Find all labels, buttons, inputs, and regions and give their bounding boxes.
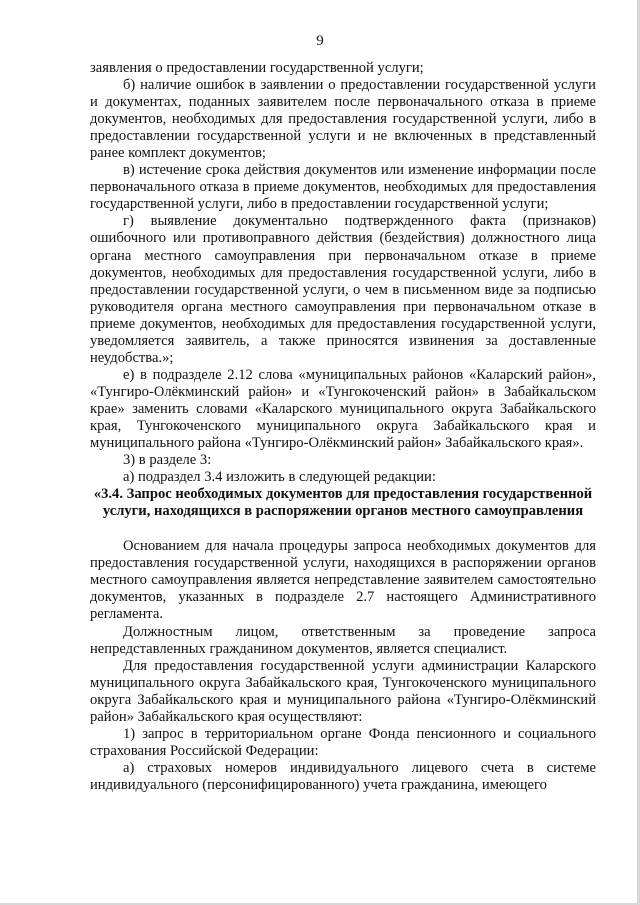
- paragraph-continuation: заявления о предоставлении государственной услуги;: [90, 60, 424, 76]
- paragraph-item-v: в) истечение срока действия документов или изменение информации после первоначального отказа в приеме документов, необходимых для предоставления государственной услуги, либо в предоставлении государственной услуги;: [90, 162, 596, 213]
- heading-spacer: [90, 520, 596, 538]
- paragraph-item-g: г) выявление документально подтвержденного факта (признаков) ошибочного или противоправного действия (бездействия) должностного лица органа местного самоуправления при первоначальном отказе в приеме документов, необходимых для предоставления государственной услуги, либо в предоставлении государственной услуги, о чем в письменном виде за подписью руководителя органа местного самоуправления при первоначальном отказе в приеме документов, необходимых для предоставления государственной услуги, уведомляется заявитель, а также приносятся извинения за доставленные неудобства.»;: [90, 213, 596, 366]
- paragraph-subsection-3-4: а) подраздел 3.4 изложить в следующей редакции:: [123, 469, 436, 486]
- document-body: [90, 60, 596, 794]
- section-paragraph-request-1: 1) запрос в территориальном органе Фонда пенсионного и социального страхования Российской Федерации:: [90, 725, 596, 759]
- section-paragraph-basis: Основанием для начала процедуры запроса необходимых документов для предоставления государственной услуги, находящихся в распоряжении органов местного самоуправления является непредставление заявителем самостоятельно документов, указанных в подразделе 2.7 настоящего Административного регламента.: [90, 538, 596, 623]
- section-paragraph-official: Должностным лицом, ответственным за проведение запроса непредставленных гражданином документов, является специалист.: [90, 623, 596, 657]
- paragraph-section-3: 3) в разделе 3:: [123, 452, 212, 469]
- section-heading-3-4: «3.4. Запрос необходимых документов для предоставления государственной услуги, находящихся в распоряжении органов местного самоуправления: [93, 486, 593, 520]
- paragraph-item-b: б) наличие ошибок в заявлении о предоставлении государственной услуги и документах, поданных заявителем после первоначального отказа в приеме документов, необходимых для предоставления государственной услуги, либо в предоставлении государственной услуги и не включенных в представленный ранее комплект документов;: [90, 77, 596, 162]
- section-paragraph-administrations: Для предоставления государственной услуги администрации Каларского муниципального округа Забайкальского края, Тунгокоченского муниципального округа Забайкальского края и муниципального района «Тунгиро-Олёкминский район» Забайкальского края осуществляют:: [90, 657, 596, 725]
- section-paragraph-request-a: а) страховых номеров индивидуального лицевого счета в системе индивидуального (персонифицированного) учета гражданина, имеющего: [90, 759, 596, 793]
- page-number: 9: [316, 33, 324, 49]
- paragraph-item-e: е) в подразделе 2.12 слова «муниципальных районов «Каларский район», «Тунгиро-Олёкминский район» и «Тунгокоченский район» в Забайкальском крае» заменить словами «Каларского муниципального округа Забайкальского края, Тунгокоченского муниципального округа Забайкальского края и муниципального района «Тунгиро-Олёкминский район» Забайкальского края».: [90, 366, 596, 452]
